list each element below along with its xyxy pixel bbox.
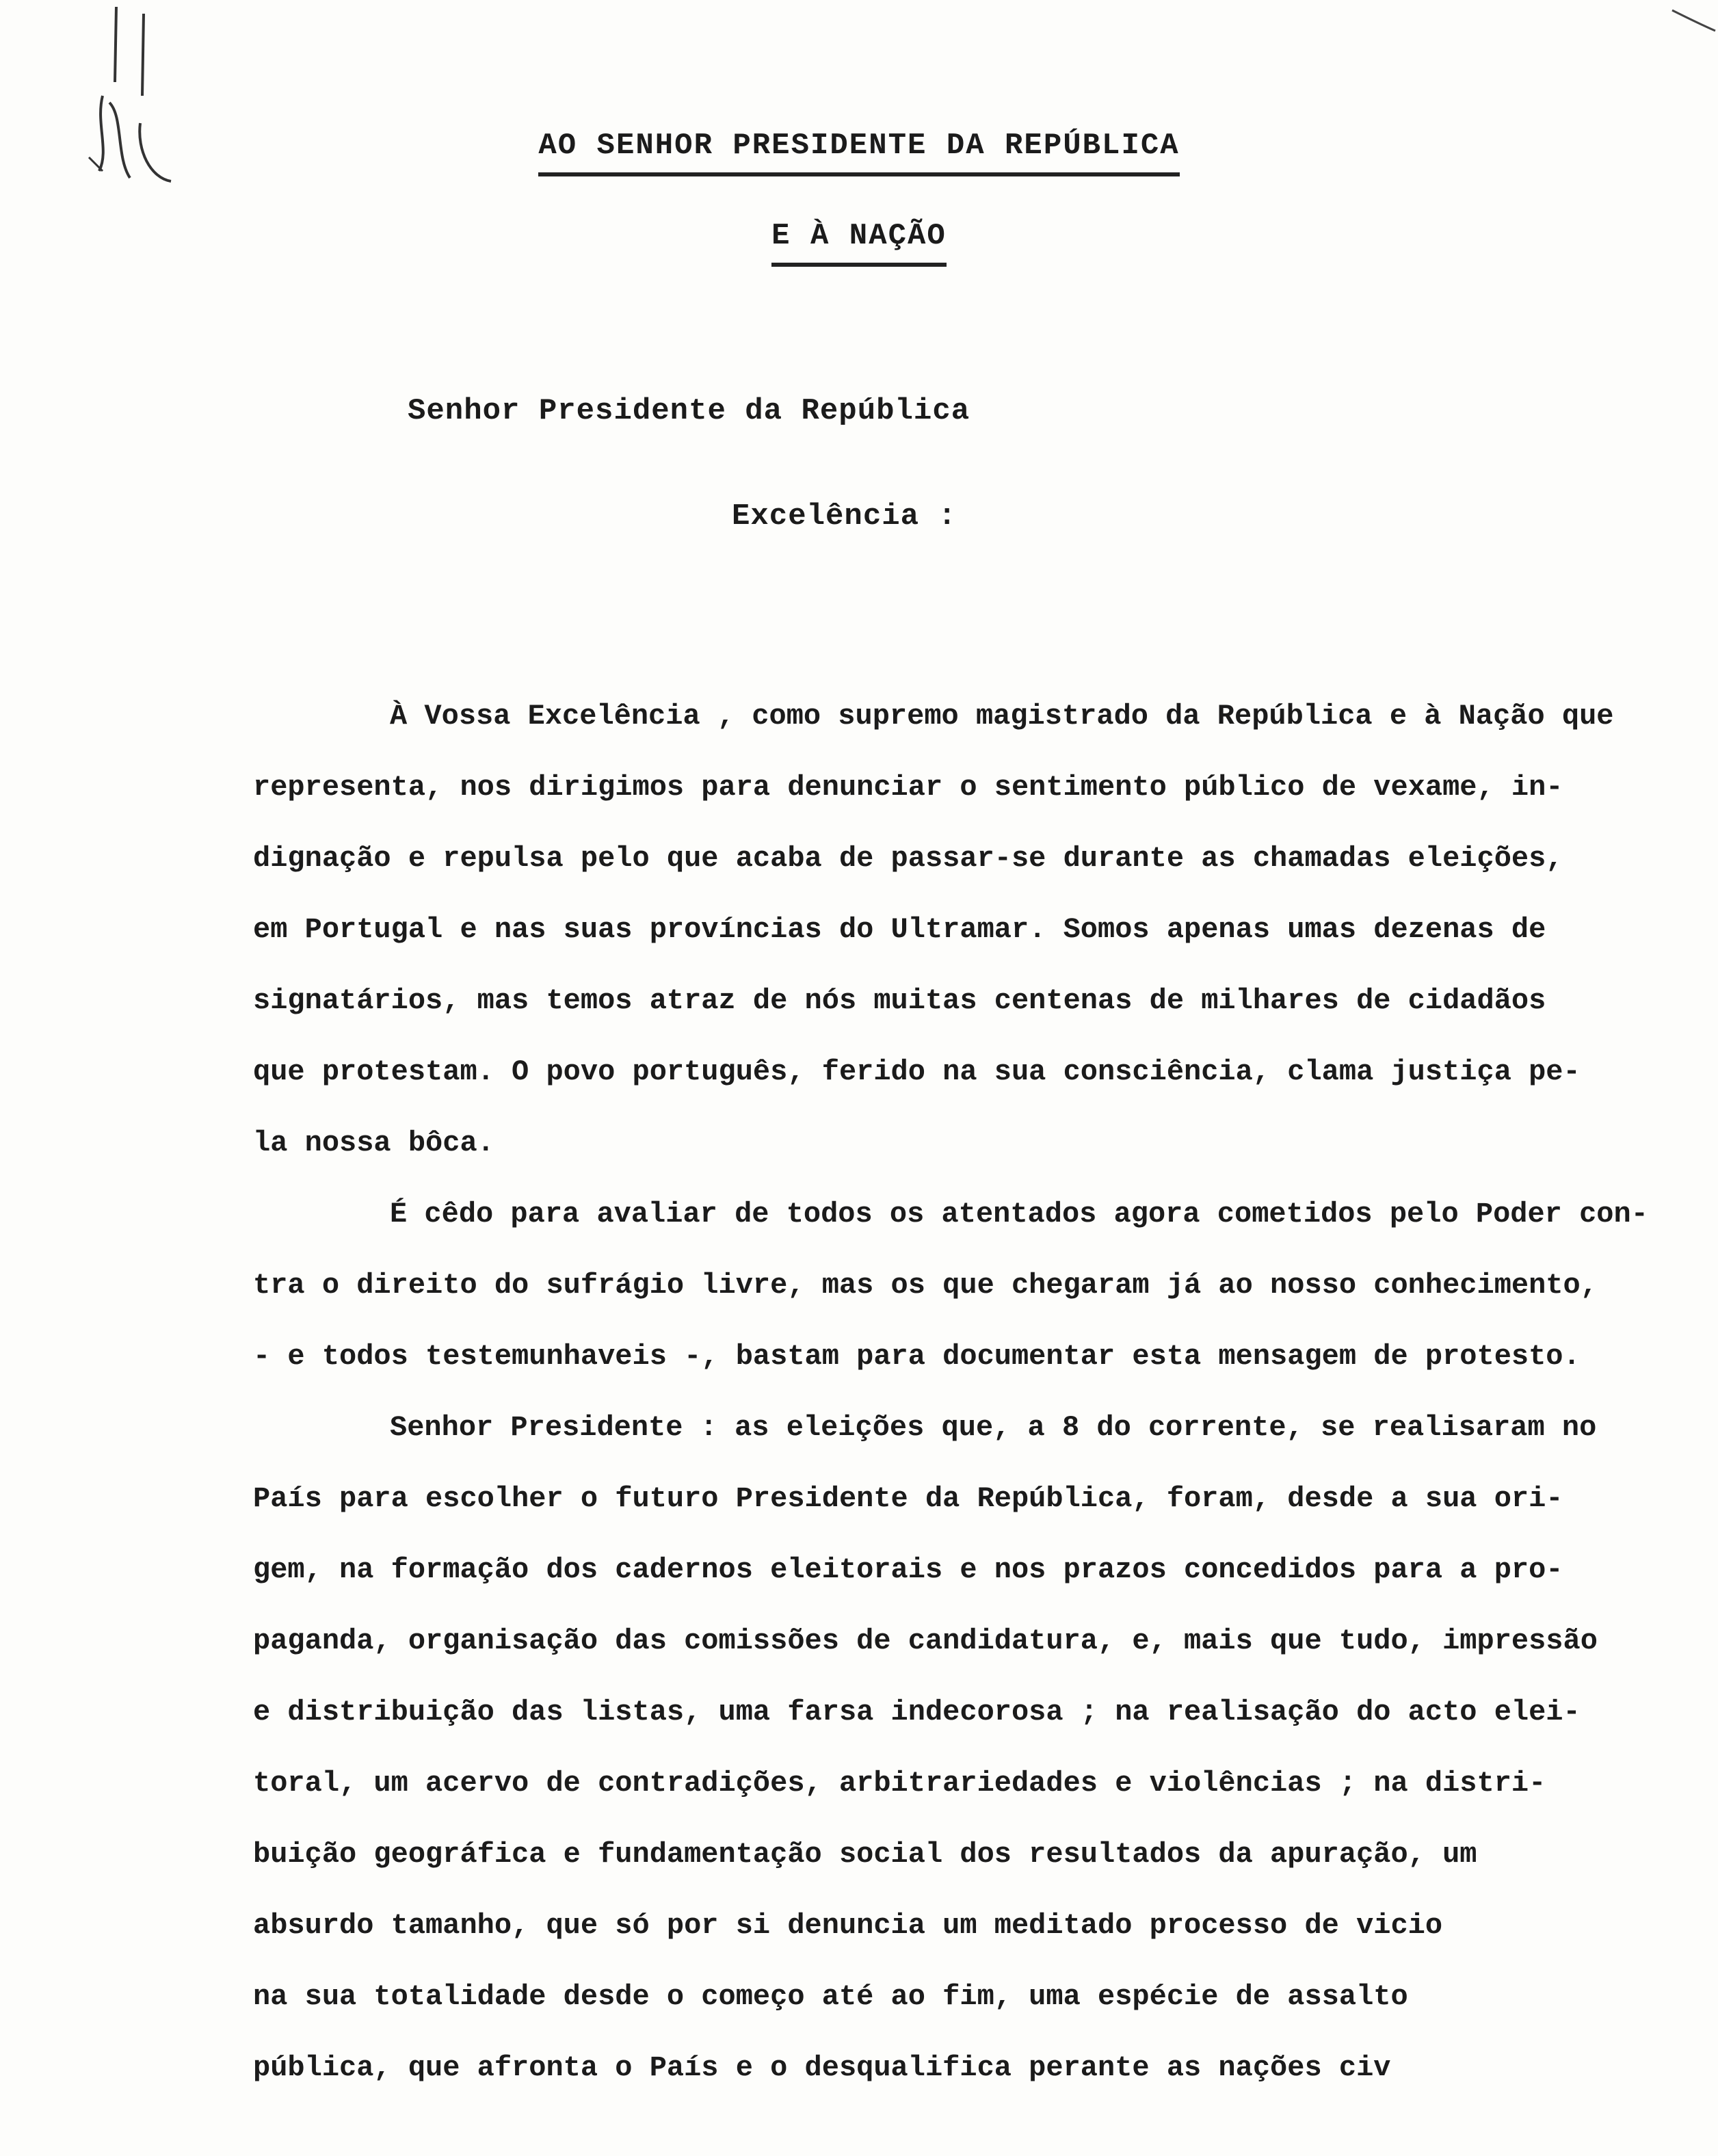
document-heading-2 (0, 219, 1718, 267)
paragraph-1 (253, 681, 1641, 1179)
document-heading-1 (0, 129, 1718, 176)
paragraph-3 (253, 1392, 1641, 2103)
page-edge-mark (1669, 0, 1717, 34)
text-line: País para escolher o futuro Presidente da República, foram, desde a sua ori- (253, 1482, 1563, 1515)
text-line: que protestam. O povo português, ferido na sua consciência, clama justiça pe- (253, 1055, 1581, 1088)
text-line: Senhor Presidente : as eleições que, a 8 do corrente, se realisaram no (390, 1411, 1597, 1444)
salutation-line-1: Senhor Presidente da República (408, 394, 970, 428)
text-line: - e todos testemunhaveis -, bastam para documentar esta mensagem de protesto. (253, 1340, 1581, 1373)
text-line: pública, que afronta o País e o desqualifica perante as nações civ (253, 2051, 1391, 2084)
text-line: representa, nos dirigimos para denunciar o sentimento público de vexame, in- (253, 771, 1563, 804)
text-line: À Vossa Excelência , como supremo magistrado da República e à Nação que (390, 700, 1614, 733)
document-body (253, 681, 1648, 2103)
text-line: em Portugal e nas suas províncias do Ultramar. Somos apenas umas dezenas de (253, 913, 1546, 946)
text-line: É cêdo para avaliar de todos os atentados agora cometidos pelo Poder con- (390, 1198, 1648, 1231)
text-line: na sua totalidade desde o começo até ao fim, uma espécie de assalto (253, 1980, 1408, 2013)
salutation-line-2: Excelência : (732, 499, 957, 534)
text-line: dignação e repulsa pelo que acaba de passar-se durante as chamadas eleições, (253, 842, 1563, 875)
text-line: la nossa bôca. (253, 1127, 494, 1159)
heading-text-2: E À NAÇÃO (771, 219, 947, 267)
text-line: signatários, mas temos atraz de nós muitas centenas de milhares de cidadãos (253, 984, 1546, 1017)
text-line: paganda, organisação das comissões de candidatura, e, mais que tudo, impressão (253, 1625, 1598, 1657)
heading-text-1: AO SENHOR PRESIDENTE DA REPÚBLICA (538, 129, 1179, 176)
text-line: buição geográfica e fundamentação social dos resultados da apuração, um (253, 1838, 1477, 1871)
text-line: absurdo tamanho, que só por si denuncia um meditado processo de vicio (253, 1909, 1443, 1942)
text-line: gem, na formação dos cadernos eleitorais e nos prazos concedidos para a pro- (253, 1553, 1563, 1586)
paragraph-2 (253, 1179, 1648, 1392)
text-line: e distribuição das listas, uma farsa indecorosa ; na realisação do acto elei- (253, 1696, 1581, 1728)
text-line: tra o direito do sufrágio livre, mas os que chegaram já ao nosso conhecimento, (253, 1269, 1598, 1302)
text-line: toral, um acervo de contradições, arbitrariedades e violências ; na distri- (253, 1767, 1546, 1800)
